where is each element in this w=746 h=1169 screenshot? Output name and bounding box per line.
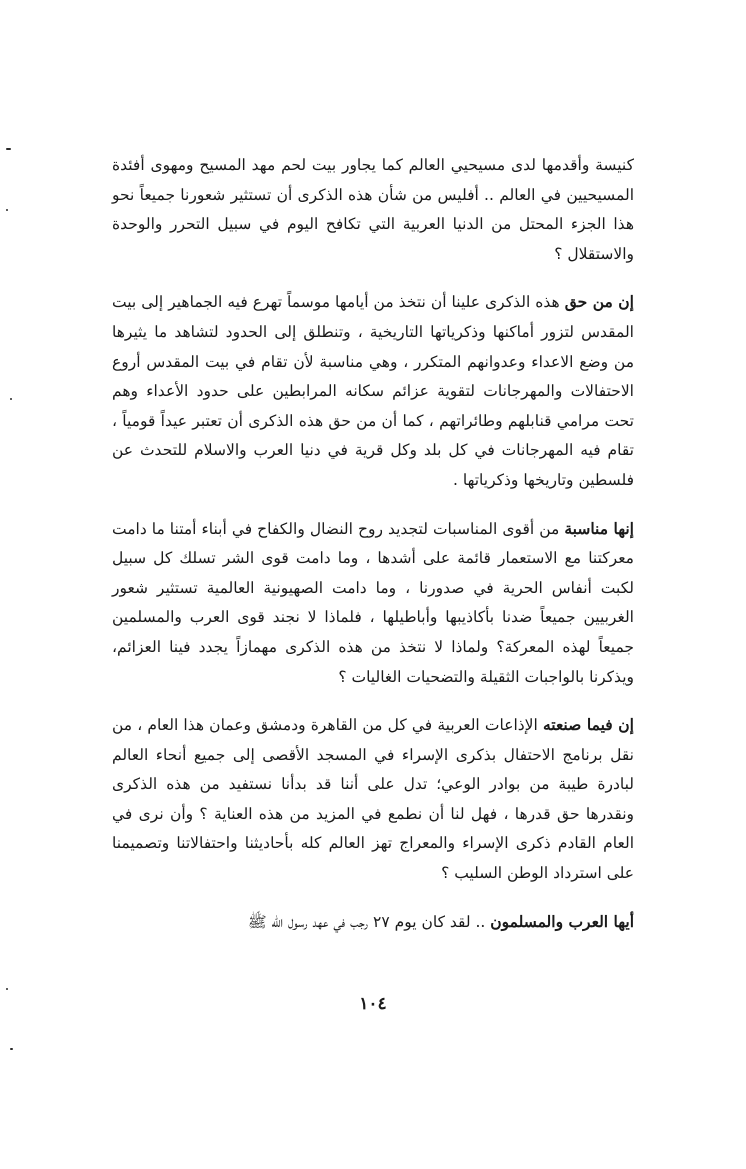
page-body: [112, 150, 634, 937]
paragraph-2: [112, 287, 634, 495]
paragraph-text: هذه الذكرى علينا أن نتخذ من أيامها موسماً تهرع فيه الجماهير إلى بيت المقدس لتزور أماكنها وذكرياتها التاريخية ، وتنطلق إلى الحدود لتشاهد ما يثيرها من وضع الاعداء وعدوانهم المتكرر ، وهي مناسبة لأن تقام في بيت المقدس أروع الاحتفالات والمهرجانات لتقوية عزائم سكانه المرابطين على حدود الأعداء وهم تحت مرامي قنابلهم وطائراتهم ، كما أن من حق هذه الذكرى أن تعتبر عيداً قومياً ، تقام فيه المهرجانات في كل بلد وكل قرية في دنيا العرب والاسلام للتحدث عن فلسطين وتاريخها وذكرياتها .: [112, 293, 634, 489]
paragraph-5: [112, 907, 634, 938]
scan-speck: [10, 398, 12, 400]
paragraph-3: [112, 514, 634, 693]
paragraph-lead: أيها العرب والمسلمون: [490, 911, 634, 931]
paragraph-lead: إن من حق: [564, 292, 634, 312]
paragraph-text: من أقوى المناسبات لتجديد روح النضال والكفاح في أبناء أمتنا ما دامت معركتنا مع الاستعمار قائمة على أشدها ، وما دامت قوى الشر تسلك كل سبيل لكبت أنفاس الحرية في صدورنا ، وما دامت الصهيونية العالمية تستثير شعور الغربيين جميعاً ضدنا بأكاذيبها وأباطيلها ، فلماذا لا نجند قوى العرب والمسلمين جميعاً لهذه المعركة؟ ولماذا لا نتخذ من هذه الذكرى مهمازاً يجدد فينا العزائم، ويذكرنا بالواجبات الثقيلة والتضحيات الغاليات ؟: [112, 519, 634, 686]
paragraph-text: الإذاعات العربية في كل من القاهرة ودمشق وعمان هذا العام ، من نقل برنامج الاحتفال بذكرى الإسراء في المسجد الأقصى إلى جميع أنحاء العالم لبادرة طيبة من بوادر الوعي؛ تدل على أننا قد بدأنا نستفيد من هذه الذكرى ونقدرها حق قدرها ، فهل لنا أن نطمع في المزيد من هذه العناية ؟ وأن نرى في العام القادم ذكرى الإسراء والمعراج تهز العالم كله بأحاديثنا واحتفالاتنا وتصميمنا على استرداد الوطن السليب ؟: [112, 716, 634, 883]
scan-speck: [6, 988, 8, 990]
paragraph-4: [112, 710, 634, 889]
scan-speck: [10, 1048, 13, 1050]
scan-speck: [6, 209, 8, 211]
page-number: ١٠٤: [359, 994, 387, 1014]
paragraph-text: .. لقد كان يوم ٢٧ رجب في عهد رسول الله ﷺ: [247, 912, 491, 931]
paragraph-1: [112, 150, 634, 269]
paragraph-lead: إن فيما صنعته: [542, 715, 634, 735]
paragraph-text: كنيسة وأقدمها لدى مسيحيي العالم كما يجاور بيت لحم مهد المسيح ومهوى أفئدة المسيحيين في العالم .. أفليس من شأن هذه الذكرى أن تستثير شعورنا جميعاً نحو هذا الجزء المحتل من الدنيا العربية التي تكافح اليوم في سبيل التحرر والوحدة والاستقلال ؟: [112, 156, 634, 263]
scan-speck: [6, 148, 11, 150]
paragraph-lead: إنها مناسبة: [564, 518, 634, 538]
